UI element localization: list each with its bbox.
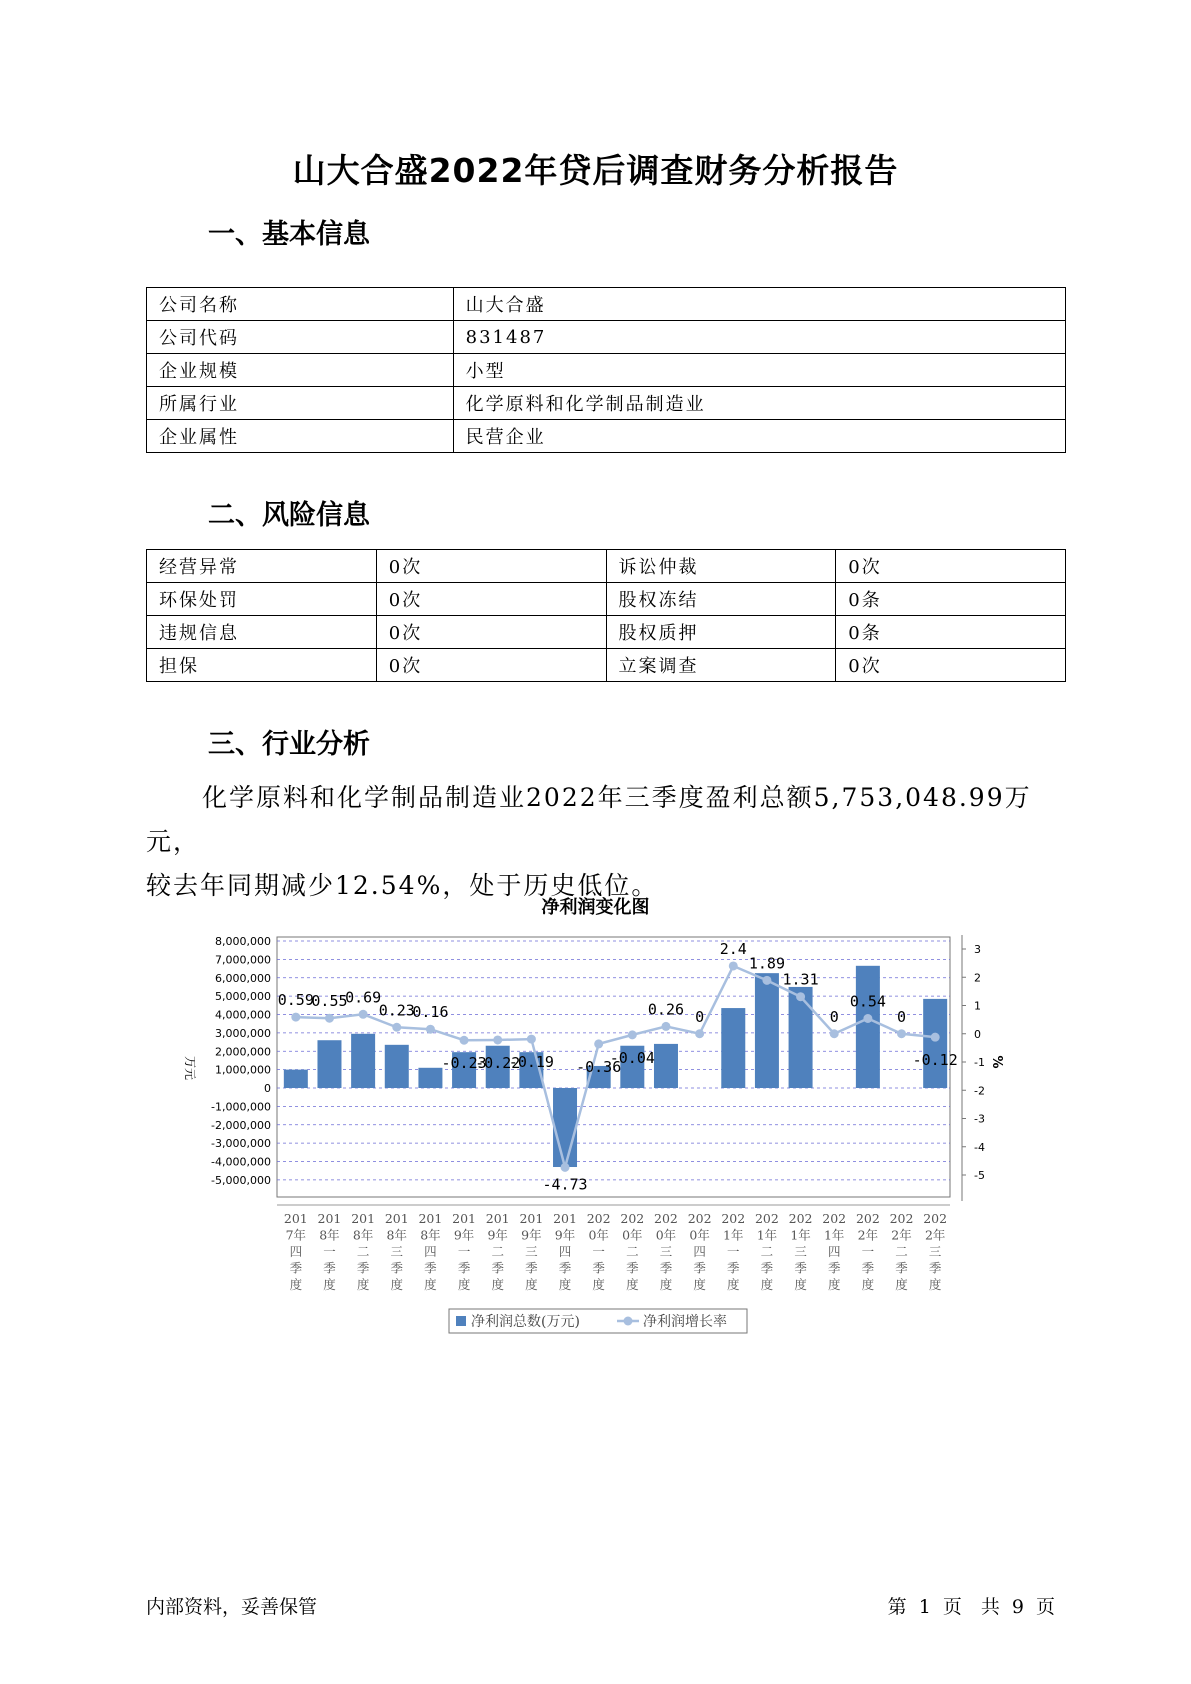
category-label: 201 xyxy=(384,1211,409,1226)
category-label: 度 xyxy=(794,1277,807,1292)
category-label: 四 xyxy=(424,1244,437,1259)
growth-rate-point xyxy=(729,961,738,970)
bar xyxy=(789,987,813,1088)
category-label: 一 xyxy=(457,1244,471,1259)
value-cell: 0次 xyxy=(376,649,606,682)
category-label: 201 xyxy=(283,1211,308,1226)
growth-rate-point xyxy=(561,1163,570,1172)
category-label: 度 xyxy=(323,1277,336,1292)
category-label: 0年 xyxy=(588,1227,609,1243)
category-label: 一 xyxy=(323,1244,336,1259)
label-cell: 公司代码 xyxy=(147,321,454,354)
bar xyxy=(418,1068,442,1088)
category-label: 季 xyxy=(424,1260,437,1276)
category-label: 度 xyxy=(827,1277,841,1292)
label-cell: 担保 xyxy=(147,649,377,682)
growth-rate-point xyxy=(291,1013,300,1022)
y2-tick-label: -3 xyxy=(974,1112,985,1126)
category-label: 8年 xyxy=(386,1227,408,1243)
category-label: 季 xyxy=(861,1260,875,1276)
paragraph-text: 较去年同期减少12.54%，处于历史低位。 xyxy=(146,871,659,900)
section-risk-info-heading: 二、风险信息 xyxy=(208,500,370,531)
category-label: 8年 xyxy=(420,1227,441,1243)
category-label: 度 xyxy=(626,1277,639,1292)
data-label: -0.36 xyxy=(576,1057,622,1076)
category-label: 2年 xyxy=(857,1227,879,1243)
bar xyxy=(351,1034,375,1088)
category-label: 度 xyxy=(356,1277,370,1292)
y-tick-label: -4,000,000 xyxy=(211,1155,271,1169)
category-label: 1年 xyxy=(756,1227,778,1243)
category-label: 季 xyxy=(491,1260,504,1276)
value-cell: 小型 xyxy=(453,354,1065,387)
growth-rate-point xyxy=(762,976,771,985)
category-label: 度 xyxy=(592,1277,605,1292)
category-label: 季 xyxy=(760,1260,774,1276)
category-label: 度 xyxy=(390,1277,404,1292)
y2-tick-label: -4 xyxy=(974,1140,985,1154)
category-label: 一 xyxy=(727,1244,740,1259)
category-label: 度 xyxy=(928,1277,942,1292)
category-label: 1年 xyxy=(823,1227,845,1243)
category-label: 8年 xyxy=(319,1227,340,1243)
category-label: 四 xyxy=(289,1244,303,1259)
category-label: 度 xyxy=(525,1277,538,1292)
label-cell: 公司名称 xyxy=(147,288,454,321)
category-label: 度 xyxy=(693,1277,706,1292)
paragraph-text: 化学原料和化学制品制造业2022年三季度盈利总额5,753,048.99万元， xyxy=(146,783,1032,856)
growth-rate-point xyxy=(359,1010,368,1019)
category-label: 202 xyxy=(923,1211,948,1226)
data-label: -4.73 xyxy=(542,1175,588,1194)
bar xyxy=(923,999,947,1088)
category-label: 季 xyxy=(794,1260,807,1276)
category-label: 度 xyxy=(558,1277,572,1292)
bar xyxy=(721,1008,745,1088)
growth-rate-point xyxy=(863,1014,872,1023)
growth-rate-point xyxy=(796,992,805,1001)
value-cell: 0次 xyxy=(376,583,606,616)
y2-tick-label: 1 xyxy=(974,999,981,1013)
value-cell: 化学原料和化学制品制造业 xyxy=(453,387,1065,420)
legend-bar-label: 净利润总数(万元) xyxy=(471,1314,580,1330)
category-label: 201 xyxy=(351,1211,376,1226)
table-row xyxy=(147,387,1066,420)
category-label: 度 xyxy=(727,1277,740,1292)
category-label: 8年 xyxy=(352,1227,374,1243)
y2-tick-label: 3 xyxy=(974,943,981,956)
data-label: 0 xyxy=(897,1007,907,1026)
category-label: 三 xyxy=(390,1244,404,1259)
label-cell: 企业属性 xyxy=(147,420,454,453)
growth-rate-point xyxy=(493,1035,502,1044)
y-tick-label: 0 xyxy=(264,1082,271,1095)
data-label: -0.22 xyxy=(475,1053,521,1072)
category-label: 季 xyxy=(558,1260,572,1276)
value-cell: 山大合盛 xyxy=(453,288,1065,321)
data-label: 0.54 xyxy=(849,992,886,1011)
table-row xyxy=(147,288,1066,321)
data-label: -0.12 xyxy=(912,1051,958,1070)
label-cell: 违规信息 xyxy=(147,616,377,649)
category-label: 9年 xyxy=(521,1227,542,1243)
chart-title: 净利润变化图 xyxy=(541,897,650,918)
category-label: 1年 xyxy=(790,1227,811,1243)
footer-confidential-note: 内部资料，妥善保管 xyxy=(146,1596,318,1618)
category-label: 9年 xyxy=(453,1227,475,1243)
y-tick-label: 2,000,000 xyxy=(215,1045,271,1059)
category-label: 三 xyxy=(525,1244,538,1259)
growth-rate-point xyxy=(897,1029,906,1038)
bar xyxy=(755,973,779,1088)
category-label: 度 xyxy=(895,1277,908,1292)
label-cell: 立案调查 xyxy=(606,649,836,682)
table-row xyxy=(147,583,1066,616)
data-label: -0.23 xyxy=(441,1054,487,1073)
category-label: 202 xyxy=(721,1211,746,1226)
table-row xyxy=(147,321,1066,354)
growth-rate-point xyxy=(392,1023,401,1032)
growth-rate-point xyxy=(661,1022,670,1031)
category-label: 202 xyxy=(654,1211,678,1226)
y-tick-label: -3,000,000 xyxy=(211,1137,271,1151)
value-cell: 0条 xyxy=(836,583,1066,616)
growth-rate-point xyxy=(325,1014,334,1023)
growth-rate-point xyxy=(426,1025,435,1034)
value-cell: 0条 xyxy=(836,616,1066,649)
growth-rate-point xyxy=(460,1036,469,1045)
bar xyxy=(385,1045,409,1088)
category-label: 7年 xyxy=(285,1227,307,1243)
category-label: 201 xyxy=(418,1211,443,1226)
y-tick-label: 8,000,000 xyxy=(215,935,271,948)
growth-rate-point xyxy=(830,1029,839,1038)
data-label: 0 xyxy=(829,1007,839,1026)
category-label: 二 xyxy=(626,1244,639,1259)
category-label: 9年 xyxy=(487,1227,508,1243)
category-label: 季 xyxy=(693,1260,706,1276)
bar xyxy=(553,1088,577,1167)
label-cell: 股权质押 xyxy=(606,616,836,649)
y-tick-label: -2,000,000 xyxy=(211,1118,271,1132)
data-label: 0 xyxy=(695,1007,705,1026)
y-tick-label: 3,000,000 xyxy=(215,1026,271,1040)
risk-info-table xyxy=(146,549,1066,682)
y2-tick-label: -1 xyxy=(974,1056,985,1069)
label-cell: 企业规模 xyxy=(147,354,454,387)
y-axis-label: 万元 xyxy=(183,1055,197,1081)
growth-rate-point xyxy=(527,1035,536,1044)
value-cell: 0次 xyxy=(376,550,606,583)
category-label: 四 xyxy=(827,1244,841,1259)
category-label: 季 xyxy=(928,1260,942,1276)
category-label: 季 xyxy=(592,1260,605,1276)
category-label: 202 xyxy=(586,1211,611,1226)
category-label: 201 xyxy=(452,1211,477,1226)
legend-bar-swatch xyxy=(456,1316,466,1326)
category-label: 201 xyxy=(485,1211,510,1226)
category-label: 度 xyxy=(760,1277,774,1292)
category-label: 季 xyxy=(659,1260,673,1276)
label-cell: 环保处罚 xyxy=(147,583,377,616)
value-cell: 0次 xyxy=(376,616,606,649)
category-label: 三 xyxy=(928,1244,942,1259)
data-label: 0.69 xyxy=(345,988,382,1007)
growth-rate-point xyxy=(594,1039,603,1048)
category-label: 度 xyxy=(289,1277,303,1292)
y2-tick-label: -5 xyxy=(974,1169,985,1182)
category-label: 季 xyxy=(525,1260,538,1276)
label-cell: 股权冻结 xyxy=(606,583,836,616)
category-label: 202 xyxy=(788,1211,813,1226)
data-label: 0.55 xyxy=(311,992,348,1011)
data-label: -0.04 xyxy=(609,1048,655,1067)
bar xyxy=(317,1040,341,1088)
table-row xyxy=(147,420,1066,453)
category-label: 二 xyxy=(760,1244,774,1259)
data-label: 0.23 xyxy=(378,1001,415,1020)
category-label: 四 xyxy=(693,1244,706,1259)
y-tick-label: -1,000,000 xyxy=(211,1100,271,1114)
category-label: 202 xyxy=(889,1211,914,1226)
category-label: 1年 xyxy=(723,1227,744,1243)
category-label: 季 xyxy=(323,1260,336,1276)
category-label: 一 xyxy=(861,1244,875,1259)
category-label: 四 xyxy=(558,1244,572,1259)
category-label: 季 xyxy=(895,1260,908,1276)
category-label: 度 xyxy=(457,1277,471,1292)
report-title: 山大合盛2022年贷后调查财务分析报告 xyxy=(292,151,899,190)
data-label: 2.4 xyxy=(719,939,747,958)
legend-line-label: 净利润增长率 xyxy=(643,1314,727,1330)
category-label: 2年 xyxy=(891,1227,912,1243)
y2-axis-label: % xyxy=(989,1055,1004,1069)
paragraph-line xyxy=(146,776,1066,864)
category-label: 季 xyxy=(827,1260,841,1276)
y-tick-label: 6,000,000 xyxy=(215,971,271,985)
table-row xyxy=(147,649,1066,682)
y-tick-label: -5,000,000 xyxy=(211,1173,271,1187)
value-cell: 民营企业 xyxy=(453,420,1065,453)
category-label: 度 xyxy=(659,1277,673,1292)
category-label: 季 xyxy=(727,1260,740,1276)
category-label: 二 xyxy=(895,1244,908,1259)
growth-rate-point xyxy=(931,1033,940,1042)
category-label: 201 xyxy=(553,1211,577,1226)
table-row xyxy=(147,354,1066,387)
bar xyxy=(856,966,880,1088)
category-label: 二 xyxy=(491,1244,504,1259)
y-tick-label: 1,000,000 xyxy=(215,1063,271,1077)
data-label: 1.31 xyxy=(782,970,819,989)
y-tick-label: 4,000,000 xyxy=(215,1008,271,1022)
growth-rate-point xyxy=(695,1029,704,1038)
category-label: 0年 xyxy=(622,1227,643,1243)
y-tick-label: 7,000,000 xyxy=(215,953,271,967)
category-label: 季 xyxy=(626,1260,639,1276)
table-row xyxy=(147,616,1066,649)
category-label: 202 xyxy=(620,1211,645,1226)
category-label: 二 xyxy=(356,1244,370,1259)
category-label: 三 xyxy=(794,1244,807,1259)
label-cell: 经营异常 xyxy=(147,550,377,583)
data-label: -0.19 xyxy=(508,1053,554,1072)
label-cell: 所属行业 xyxy=(147,387,454,420)
y2-tick-label: 0 xyxy=(974,1027,981,1041)
basic-info-table xyxy=(146,287,1066,453)
data-label: 0.26 xyxy=(647,1000,685,1019)
y-tick-label: 5,000,000 xyxy=(215,990,271,1004)
category-label: 9年 xyxy=(554,1227,576,1243)
growth-rate-point xyxy=(628,1030,637,1039)
table-row xyxy=(147,550,1066,583)
category-label: 三 xyxy=(659,1244,673,1259)
category-label: 202 xyxy=(855,1211,880,1226)
category-label: 0年 xyxy=(689,1227,710,1243)
label-cell: 诉讼仲裁 xyxy=(606,550,836,583)
data-label: 0.59 xyxy=(277,991,314,1010)
footer-page-number: 第 1 页 共 9 页 xyxy=(887,1596,1055,1618)
net-profit-chart xyxy=(0,920,1191,1350)
value-cell: 0次 xyxy=(836,550,1066,583)
category-label: 201 xyxy=(317,1211,342,1226)
value-cell: 0次 xyxy=(836,649,1066,682)
category-label: 度 xyxy=(491,1277,504,1292)
category-label: 度 xyxy=(861,1277,875,1292)
section-basic-info-heading: 一、基本信息 xyxy=(208,219,370,250)
data-label: 1.89 xyxy=(748,954,785,973)
data-label: 0.16 xyxy=(412,1003,449,1022)
category-label: 度 xyxy=(424,1277,437,1292)
category-label: 0年 xyxy=(655,1227,677,1243)
category-label: 季 xyxy=(289,1260,303,1276)
category-label: 季 xyxy=(390,1260,404,1276)
category-label: 季 xyxy=(457,1260,471,1276)
legend-line-marker xyxy=(624,1317,633,1326)
category-label: 201 xyxy=(519,1211,544,1226)
category-label: 202 xyxy=(822,1211,847,1226)
bar xyxy=(284,1070,308,1088)
bar xyxy=(654,1044,678,1088)
industry-analysis-paragraph xyxy=(146,776,1066,908)
category-label: 一 xyxy=(592,1244,605,1259)
category-label: 202 xyxy=(687,1211,712,1226)
category-label: 2年 xyxy=(924,1227,946,1243)
category-label: 季 xyxy=(356,1260,370,1276)
section-industry-analysis-heading: 三、行业分析 xyxy=(208,729,370,760)
value-cell: 831487 xyxy=(453,321,1065,354)
y2-tick-label: -2 xyxy=(974,1084,985,1098)
y2-tick-label: 2 xyxy=(974,971,981,985)
category-label: 202 xyxy=(754,1211,779,1226)
